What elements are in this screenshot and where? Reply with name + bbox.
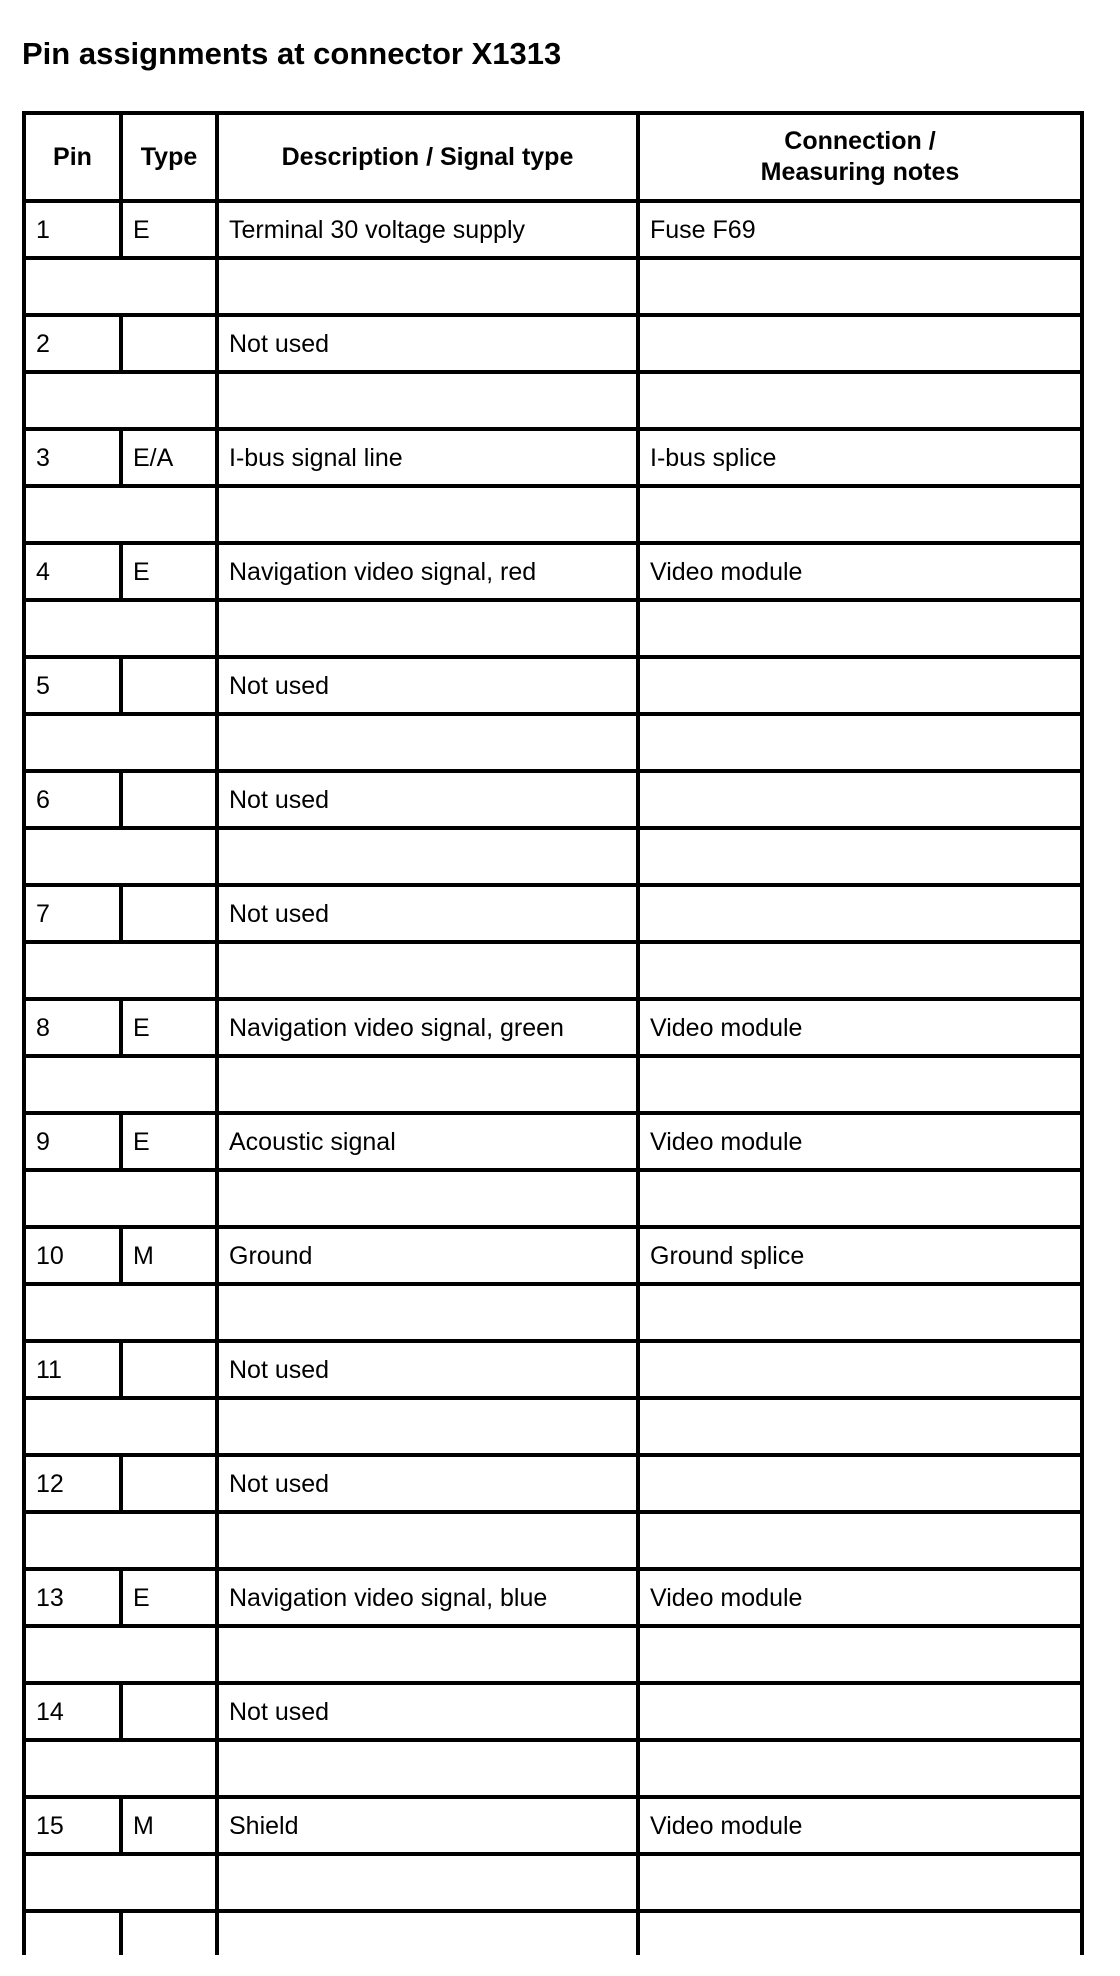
cell-connection xyxy=(650,317,1078,370)
row-rule xyxy=(22,1282,1084,1286)
cell-type: M xyxy=(133,1241,154,1270)
header-connection-line1: Connection / xyxy=(784,127,936,155)
cell-description: Terminal 30 voltage supply xyxy=(229,215,525,244)
cell-description: Navigation video signal, green xyxy=(229,1013,564,1042)
cell-pin: 12 xyxy=(36,1469,64,1498)
row-rule xyxy=(22,1054,1084,1058)
row-rule xyxy=(22,484,1084,488)
cell-connection xyxy=(650,1343,1078,1396)
cell-pin: 11 xyxy=(36,1355,62,1384)
cell-description: Not used xyxy=(229,1697,330,1726)
cell-connection: Fuse F69 xyxy=(650,215,756,244)
table-border-top xyxy=(22,111,1084,115)
cell-type xyxy=(133,317,213,370)
column-rule-pin xyxy=(119,1111,123,1172)
column-rule-pin xyxy=(119,1339,123,1400)
cell-type: E xyxy=(133,215,150,244)
cell-connection xyxy=(650,887,1078,940)
cell-connection xyxy=(650,773,1078,826)
column-rule-pin-tail xyxy=(119,1909,123,1955)
cell-connection: Video module xyxy=(650,1583,803,1612)
cell-description: I-bus signal line xyxy=(229,443,403,472)
cell-pin: 9 xyxy=(36,1127,50,1156)
cell-pin: 2 xyxy=(36,329,50,358)
row-rule xyxy=(22,1909,1084,1913)
cell-type xyxy=(133,887,213,940)
cell-pin: 5 xyxy=(36,671,50,700)
cell-description: Not used xyxy=(229,899,330,928)
column-rule-pin xyxy=(119,1453,123,1514)
column-rule-description xyxy=(636,111,640,1955)
cell-connection xyxy=(650,659,1078,712)
cell-type: E xyxy=(133,1583,150,1612)
column-rule-pin xyxy=(119,883,123,944)
row-rule xyxy=(22,370,1084,374)
cell-description: Not used xyxy=(229,1469,330,1498)
column-rule-pin xyxy=(119,313,123,374)
cell-description: Navigation video signal, red xyxy=(229,557,537,586)
cell-description: Shield xyxy=(229,1811,299,1840)
cell-pin: 4 xyxy=(36,557,50,586)
cell-type xyxy=(133,1457,213,1510)
cell-connection xyxy=(650,1685,1078,1738)
header-pin: Pin xyxy=(53,142,92,171)
cell-description: Not used xyxy=(229,785,330,814)
column-rule-pin xyxy=(119,199,123,260)
cell-type xyxy=(133,1685,213,1738)
cell-pin: 13 xyxy=(36,1583,64,1612)
row-rule xyxy=(22,1624,1084,1628)
cell-description: Acoustic signal xyxy=(229,1127,396,1156)
column-rule-type xyxy=(215,111,219,1955)
row-rule xyxy=(22,940,1084,944)
cell-pin: 14 xyxy=(36,1697,64,1726)
page-title: Pin assignments at connector X1313 xyxy=(22,36,562,71)
pin-table xyxy=(22,111,1084,1955)
row-rule xyxy=(22,1510,1084,1514)
column-rule-pin xyxy=(119,1567,123,1628)
row-rule xyxy=(22,598,1084,602)
cell-type xyxy=(133,659,213,712)
cell-description: Navigation video signal, blue xyxy=(229,1583,548,1612)
cell-connection: Video module xyxy=(650,557,803,586)
cell-pin: 15 xyxy=(36,1811,64,1840)
cell-type: E xyxy=(133,1127,150,1156)
cell-type: E/A xyxy=(133,443,174,472)
cell-connection: Video module xyxy=(650,1811,803,1840)
column-rule-pin xyxy=(119,1795,123,1856)
cell-type xyxy=(133,773,213,826)
column-rule-pin xyxy=(119,997,123,1058)
row-rule xyxy=(22,1852,1084,1856)
cell-type: M xyxy=(133,1811,154,1840)
cell-pin: 1 xyxy=(36,215,50,244)
cell-description: Not used xyxy=(229,1355,330,1384)
header-connection-line2: Measuring notes xyxy=(760,158,960,186)
table-border-right xyxy=(1080,111,1084,1955)
row-rule xyxy=(22,256,1084,260)
table-border-left xyxy=(22,111,26,1955)
row-rule xyxy=(22,1168,1084,1172)
cell-type: E xyxy=(133,1013,150,1042)
cell-description: Ground xyxy=(229,1241,313,1270)
cell-description: Not used xyxy=(229,671,330,700)
cell-connection: I-bus splice xyxy=(650,443,777,472)
column-rule-pin-header xyxy=(119,111,123,203)
column-rule-pin xyxy=(119,541,123,602)
cell-connection xyxy=(650,1457,1078,1510)
column-rule-pin xyxy=(119,655,123,716)
header-connection xyxy=(640,115,1080,199)
row-rule xyxy=(22,1738,1084,1742)
row-rule xyxy=(22,1396,1084,1400)
cell-pin: 8 xyxy=(36,1013,50,1042)
column-rule-pin xyxy=(119,1681,123,1742)
cell-description: Not used xyxy=(229,329,330,358)
cell-connection: Video module xyxy=(650,1127,803,1156)
cell-pin: 7 xyxy=(36,899,50,928)
column-rule-pin xyxy=(119,1225,123,1286)
cell-type: E xyxy=(133,557,150,586)
cell-pin: 10 xyxy=(36,1241,64,1270)
column-rule-pin xyxy=(119,427,123,488)
row-rule xyxy=(22,712,1084,716)
cell-type xyxy=(133,1343,213,1396)
cell-pin: 3 xyxy=(36,443,50,472)
cell-pin: 6 xyxy=(36,785,50,814)
pin-table-grid xyxy=(22,111,1084,1955)
cell-connection: Video module xyxy=(650,1013,803,1042)
header-type: Type xyxy=(140,142,198,171)
cell-connection: Ground splice xyxy=(650,1241,805,1270)
header-description: Description / Signal type xyxy=(281,142,574,171)
column-rule-pin xyxy=(119,769,123,830)
row-rule xyxy=(22,826,1084,830)
